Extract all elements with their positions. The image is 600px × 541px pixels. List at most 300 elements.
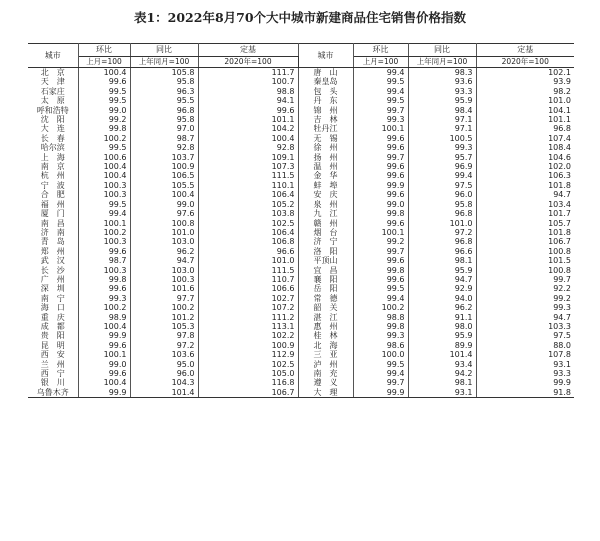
right-mom-value: 99.6 <box>353 162 408 171</box>
left-base-value: 102.5 <box>198 360 298 369</box>
left-mom-value: 99.9 <box>78 331 130 340</box>
right-base-value: 91.8 <box>476 388 574 398</box>
left-mom-value: 99.0 <box>78 360 130 369</box>
right-mom-value: 99.8 <box>353 266 408 275</box>
right-base-value: 102.0 <box>548 162 571 172</box>
right-base-value: 106.7 <box>548 237 571 247</box>
right-mom-value: 100.2 <box>353 303 408 312</box>
left-mom-value: 98.7 <box>78 256 130 265</box>
left-yoy-value: 100.3 <box>130 275 198 284</box>
right-mom-value: 99.6 <box>353 143 408 152</box>
left-base-value: 106.4 <box>198 190 298 199</box>
right-city-name: 惠 州 <box>298 322 353 331</box>
left-city-name: 长 沙 <box>28 266 78 275</box>
right-yoy-value: 99.3 <box>408 143 476 152</box>
left-yoy-value: 100.9 <box>130 162 198 171</box>
left-base-value: 100.9 <box>198 341 298 350</box>
table-row <box>28 181 574 190</box>
right-city-name: 桂 林 <box>298 331 353 340</box>
table-row <box>28 87 574 96</box>
right-city-name: 泸 州 <box>298 360 353 369</box>
right-city-name: 徐 州 <box>298 143 353 152</box>
left-city-name: 郑 州 <box>28 247 78 256</box>
table-row <box>28 350 574 359</box>
left-mom-value: 100.2 <box>78 228 130 237</box>
right-yoy-value: 101.0 <box>408 219 476 228</box>
right-base-value: 101.0 <box>548 96 571 106</box>
right-yoy-value: 94.7 <box>408 275 476 284</box>
right-base-value: 94.7 <box>553 190 571 200</box>
left-yoy-value: 103.0 <box>130 237 198 246</box>
left-base-value: 106.8 <box>198 237 298 246</box>
left-city-name: 杭 州 <box>28 171 78 180</box>
left-city-name: 长 春 <box>28 134 78 143</box>
header-mom-sub-left: 上月=100 <box>78 57 130 68</box>
left-base-value: 110.7 <box>198 275 298 284</box>
left-mom-value: 99.6 <box>78 341 130 350</box>
right-yoy-value: 96.0 <box>408 190 476 199</box>
left-base-value: 104.2 <box>198 124 298 133</box>
right-city-name: 无 锡 <box>298 134 353 143</box>
table-row <box>28 341 574 350</box>
right-city-name: 温 州 <box>298 162 353 171</box>
left-city-name: 合 肥 <box>28 190 78 199</box>
left-mom-value: 99.6 <box>78 77 130 86</box>
right-yoy-value: 97.2 <box>408 228 476 237</box>
left-base-value: 101.1 <box>198 115 298 124</box>
right-base-value: 101.7 <box>548 209 571 219</box>
left-base-value: 105.2 <box>198 200 298 209</box>
table-row <box>28 247 574 256</box>
right-yoy-value: 98.1 <box>408 378 476 387</box>
table-row <box>28 378 574 387</box>
right-base-value: 93.1 <box>553 359 571 369</box>
right-base-value: 99.2 <box>553 293 571 303</box>
left-base-value: 99.6 <box>198 106 298 115</box>
left-yoy-value: 105.3 <box>130 322 198 331</box>
header-yoy-sub-left: 上年同月=100 <box>130 57 198 68</box>
right-base-value: 104.6 <box>548 152 571 162</box>
right-mom-value: 99.7 <box>353 153 408 162</box>
right-mom-value: 99.3 <box>353 115 408 124</box>
table-row <box>28 77 574 86</box>
right-yoy-value: 100.5 <box>408 134 476 143</box>
left-yoy-value: 97.2 <box>130 341 198 350</box>
right-yoy-value: 99.4 <box>408 171 476 180</box>
left-base-value: 106.4 <box>198 228 298 237</box>
right-yoy-value: 96.2 <box>408 303 476 312</box>
left-base-value: 102.2 <box>198 331 298 340</box>
left-yoy-value: 97.6 <box>130 209 198 218</box>
table-row <box>28 153 574 162</box>
right-base-value: 106.3 <box>548 171 571 181</box>
left-base-value: 102.5 <box>198 219 298 228</box>
right-base-value: 100.8 <box>548 265 571 275</box>
right-base-value: 107.4 <box>548 133 571 143</box>
right-mom-value: 99.7 <box>353 247 408 256</box>
right-mom-value: 99.8 <box>353 209 408 218</box>
left-base-value: 109.1 <box>198 153 298 162</box>
right-city-name: 洛 阳 <box>298 247 353 256</box>
right-city-name: 牡丹江 <box>298 124 353 133</box>
right-base-value: 105.7 <box>548 218 571 228</box>
table-row <box>28 331 574 340</box>
right-yoy-value: 95.8 <box>408 200 476 209</box>
header-base-right: 定基 <box>476 44 574 57</box>
left-base-value: 111.2 <box>198 313 298 322</box>
right-city-name: 三 亚 <box>298 350 353 359</box>
right-city-name: 包 头 <box>298 87 353 96</box>
right-city-name: 襄 阳 <box>298 275 353 284</box>
left-base-value: 107.2 <box>198 303 298 312</box>
right-city-name: 秦皇岛 <box>298 77 353 86</box>
table-row <box>28 115 574 124</box>
right-yoy-value: 94.2 <box>408 369 476 378</box>
left-mom-value: 99.4 <box>78 209 130 218</box>
left-base-value: 96.6 <box>198 247 298 256</box>
right-mom-value: 99.6 <box>353 219 408 228</box>
table-row <box>28 209 574 218</box>
table-row <box>28 369 574 378</box>
header-base-sub-left: 2020年=100 <box>198 57 298 68</box>
left-yoy-value: 101.6 <box>130 284 198 293</box>
left-mom-value: 99.3 <box>78 294 130 303</box>
left-mom-value: 99.6 <box>78 284 130 293</box>
right-yoy-value: 93.1 <box>408 388 476 398</box>
left-city-name: 哈尔滨 <box>28 143 78 152</box>
left-city-name: 海 口 <box>28 303 78 312</box>
right-yoy-value: 93.3 <box>408 87 476 96</box>
right-base-value: 97.5 <box>553 331 571 341</box>
right-mom-value: 99.8 <box>353 322 408 331</box>
right-yoy-value: 95.7 <box>408 153 476 162</box>
left-mom-value: 99.6 <box>78 369 130 378</box>
left-yoy-value: 96.0 <box>130 369 198 378</box>
right-city-name: 金 华 <box>298 171 353 180</box>
table-body <box>28 68 574 398</box>
left-mom-value: 100.1 <box>78 219 130 228</box>
left-yoy-value: 97.8 <box>130 331 198 340</box>
right-yoy-value: 98.1 <box>408 256 476 265</box>
left-yoy-value: 95.8 <box>130 77 198 86</box>
left-yoy-value: 96.8 <box>130 106 198 115</box>
table-row <box>28 106 574 115</box>
table-row <box>28 284 574 293</box>
right-mom-value: 99.6 <box>353 256 408 265</box>
left-yoy-value: 99.0 <box>130 200 198 209</box>
left-city-name: 兰 州 <box>28 360 78 369</box>
right-base-value: 101.8 <box>548 180 571 190</box>
table-row <box>28 190 574 199</box>
left-base-value: 100.7 <box>198 77 298 86</box>
right-mom-value: 100.1 <box>353 124 408 133</box>
left-city-name: 厦 门 <box>28 209 78 218</box>
table-row <box>28 294 574 303</box>
right-mom-value: 99.5 <box>353 77 408 86</box>
right-yoy-value: 98.0 <box>408 322 476 331</box>
right-base-value: 99.9 <box>553 378 571 388</box>
left-yoy-value: 95.5 <box>130 96 198 105</box>
table-row <box>28 360 574 369</box>
right-city-name: 济 宁 <box>298 237 353 246</box>
right-city-name: 湛 江 <box>298 313 353 322</box>
left-yoy-value: 105.5 <box>130 181 198 190</box>
left-city-name: 大 连 <box>28 124 78 133</box>
table-row <box>28 228 574 237</box>
left-city-name: 石家庄 <box>28 87 78 96</box>
right-base-value: 99.7 <box>553 274 571 284</box>
right-mom-value: 99.2 <box>353 237 408 246</box>
right-base-value: 92.2 <box>553 284 571 294</box>
right-yoy-value: 96.6 <box>408 247 476 256</box>
header-yoy-right: 同比 <box>408 44 476 57</box>
left-mom-value: 100.4 <box>78 68 130 78</box>
right-yoy-value: 98.4 <box>408 106 476 115</box>
right-city-name: 安 庆 <box>298 190 353 199</box>
right-yoy-value: 96.8 <box>408 209 476 218</box>
left-base-value: 98.8 <box>198 87 298 96</box>
left-yoy-value: 101.0 <box>130 228 198 237</box>
left-city-name: 乌鲁木齐 <box>28 388 78 398</box>
left-mom-value: 100.3 <box>78 237 130 246</box>
right-mom-value: 99.5 <box>353 360 408 369</box>
right-yoy-value: 96.9 <box>408 162 476 171</box>
left-yoy-value: 100.2 <box>130 303 198 312</box>
right-city-name: 北 海 <box>298 341 353 350</box>
left-city-name: 沈 阳 <box>28 115 78 124</box>
left-city-name: 成 都 <box>28 322 78 331</box>
right-base-value: 94.7 <box>553 312 571 322</box>
right-yoy-value: 101.4 <box>408 350 476 359</box>
left-mom-value: 100.3 <box>78 190 130 199</box>
right-mom-value: 99.0 <box>353 200 408 209</box>
left-base-value: 105.0 <box>198 369 298 378</box>
left-yoy-value: 106.5 <box>130 171 198 180</box>
table-row <box>28 266 574 275</box>
left-city-name: 南 昌 <box>28 219 78 228</box>
table-row <box>28 143 574 152</box>
header-mom-left: 环比 <box>78 44 130 57</box>
right-city-name: 大 理 <box>298 388 353 398</box>
right-base-value: 108.4 <box>548 143 571 153</box>
left-city-name: 武 汉 <box>28 256 78 265</box>
left-yoy-value: 103.0 <box>130 266 198 275</box>
left-base-value: 106.6 <box>198 284 298 293</box>
left-city-name: 天 津 <box>28 77 78 86</box>
right-yoy-value: 93.4 <box>408 360 476 369</box>
left-base-value: 102.7 <box>198 294 298 303</box>
right-base-value: 101.5 <box>548 256 571 266</box>
right-base-value: 103.4 <box>548 199 571 209</box>
left-mom-value: 99.5 <box>78 96 130 105</box>
right-mom-value: 99.7 <box>353 106 408 115</box>
right-yoy-value: 93.6 <box>408 77 476 86</box>
right-city-name: 平顶山 <box>298 256 353 265</box>
left-mom-value: 100.2 <box>78 134 130 143</box>
left-base-value: 106.7 <box>198 388 298 398</box>
table-row <box>28 322 574 331</box>
left-base-value: 111.7 <box>198 68 298 78</box>
right-city-name: 宜 昌 <box>298 266 353 275</box>
left-yoy-value: 95.0 <box>130 360 198 369</box>
left-city-name: 西 安 <box>28 350 78 359</box>
table-row <box>28 219 574 228</box>
left-yoy-value: 97.0 <box>130 124 198 133</box>
left-city-name: 重 庆 <box>28 313 78 322</box>
left-base-value: 110.1 <box>198 181 298 190</box>
right-mom-value: 100.0 <box>353 350 408 359</box>
right-city-name: 扬 州 <box>298 153 353 162</box>
left-city-name: 青 岛 <box>28 237 78 246</box>
table-row <box>28 388 574 398</box>
left-yoy-value: 96.3 <box>130 87 198 96</box>
left-base-value: 94.1 <box>198 96 298 105</box>
left-base-value: 107.3 <box>198 162 298 171</box>
header-mom-right: 环比 <box>353 44 408 57</box>
right-city-name: 烟 台 <box>298 228 353 237</box>
left-base-value: 112.9 <box>198 350 298 359</box>
table-row <box>28 134 574 143</box>
page-title: 表1：2022年8月70个大中城市新建商品住宅销售价格指数 <box>133 10 467 25</box>
left-base-value: 113.1 <box>198 322 298 331</box>
header-yoy-left: 同比 <box>130 44 198 57</box>
right-mom-value: 99.9 <box>353 388 408 398</box>
right-base-value: 93.3 <box>553 369 571 378</box>
right-mom-value: 99.6 <box>353 190 408 199</box>
right-mom-value: 98.6 <box>353 341 408 350</box>
right-base-value: 99.3 <box>553 303 571 313</box>
left-mom-value: 98.9 <box>78 313 130 322</box>
right-yoy-value: 95.9 <box>408 266 476 275</box>
right-mom-value: 99.5 <box>353 284 408 293</box>
right-yoy-value: 96.8 <box>408 237 476 246</box>
table-row <box>28 162 574 171</box>
header-mom-sub-right: 上月=100 <box>353 57 408 68</box>
header-base-sub-right: 2020年=100 <box>476 57 574 68</box>
right-mom-value: 99.3 <box>353 331 408 340</box>
left-yoy-value: 95.8 <box>130 115 198 124</box>
right-city-name: 唐 山 <box>298 68 353 78</box>
right-mom-value: 99.6 <box>353 171 408 180</box>
right-mom-value: 99.4 <box>353 294 408 303</box>
right-base-value: 107.8 <box>548 350 571 360</box>
left-yoy-value: 103.7 <box>130 153 198 162</box>
right-city-name: 锦 州 <box>298 106 353 115</box>
left-city-name: 济 南 <box>28 228 78 237</box>
left-city-name: 广 州 <box>28 275 78 284</box>
right-city-name: 韶 关 <box>298 303 353 312</box>
left-mom-value: 99.8 <box>78 124 130 133</box>
right-base-value: 101.8 <box>548 227 571 237</box>
right-base-value: 101.1 <box>548 115 571 125</box>
right-mom-value: 99.4 <box>353 87 408 96</box>
table-row <box>28 256 574 265</box>
right-mom-value: 100.1 <box>353 228 408 237</box>
right-yoy-value: 98.3 <box>408 68 476 78</box>
left-mom-value: 100.3 <box>78 181 130 190</box>
left-yoy-value: 94.7 <box>130 256 198 265</box>
right-city-name: 赣 州 <box>298 219 353 228</box>
right-mom-value: 99.4 <box>353 68 408 78</box>
right-city-name: 蚌 埠 <box>298 181 353 190</box>
left-city-name: 福 州 <box>28 200 78 209</box>
left-city-name: 深 圳 <box>28 284 78 293</box>
left-mom-value: 100.4 <box>78 378 130 387</box>
right-base-value: 103.3 <box>548 321 571 331</box>
left-city-name: 南 京 <box>28 162 78 171</box>
table-row <box>28 303 574 312</box>
left-mom-value: 100.6 <box>78 153 130 162</box>
left-city-name: 北 京 <box>28 68 78 78</box>
right-mom-value: 99.6 <box>353 275 408 284</box>
left-city-name: 昆 明 <box>28 341 78 350</box>
left-base-value: 103.8 <box>198 209 298 218</box>
left-mom-value: 100.4 <box>78 162 130 171</box>
left-mom-value: 99.2 <box>78 115 130 124</box>
left-yoy-value: 105.8 <box>130 68 198 78</box>
left-mom-value: 99.6 <box>78 247 130 256</box>
left-yoy-value: 103.6 <box>130 350 198 359</box>
right-city-name: 九 江 <box>298 209 353 218</box>
left-base-value: 92.8 <box>198 143 298 152</box>
right-base-value: 96.8 <box>553 124 571 134</box>
left-city-name: 西 宁 <box>28 369 78 378</box>
right-mom-value: 99.9 <box>353 181 408 190</box>
left-base-value: 100.4 <box>198 134 298 143</box>
header-city-right: 城市 <box>298 44 353 68</box>
left-yoy-value: 101.2 <box>130 313 198 322</box>
right-base-value: 98.2 <box>553 86 571 96</box>
right-yoy-value: 97.1 <box>408 115 476 124</box>
table-row <box>28 237 574 246</box>
table-row <box>28 68 574 78</box>
table-row <box>28 313 574 322</box>
right-yoy-value: 97.5 <box>408 181 476 190</box>
right-yoy-value: 94.0 <box>408 294 476 303</box>
left-base-value: 101.0 <box>198 256 298 265</box>
right-base-value: 104.1 <box>548 105 571 115</box>
left-mom-value: 99.5 <box>78 143 130 152</box>
right-city-name: 丹 东 <box>298 96 353 105</box>
table-row <box>28 171 574 180</box>
left-yoy-value: 92.8 <box>130 143 198 152</box>
left-yoy-value: 100.8 <box>130 219 198 228</box>
left-city-name: 太 原 <box>28 96 78 105</box>
table-row <box>28 96 574 105</box>
table-row <box>28 124 574 133</box>
right-yoy-value: 95.9 <box>408 96 476 105</box>
right-city-name: 遵 义 <box>298 378 353 387</box>
left-yoy-value: 97.7 <box>130 294 198 303</box>
right-yoy-value: 91.1 <box>408 313 476 322</box>
left-city-name: 呼和浩特 <box>28 106 78 115</box>
right-mom-value: 99.5 <box>353 96 408 105</box>
price-index-table <box>28 43 574 398</box>
right-base-value: 93.9 <box>553 77 571 87</box>
left-base-value: 111.5 <box>198 171 298 180</box>
right-city-name: 南 充 <box>298 369 353 378</box>
left-city-name: 上 海 <box>28 153 78 162</box>
right-mom-value: 98.8 <box>353 313 408 322</box>
right-city-name: 泉 州 <box>298 200 353 209</box>
left-mom-value: 99.0 <box>78 106 130 115</box>
left-yoy-value: 98.7 <box>130 134 198 143</box>
left-city-name: 银 川 <box>28 378 78 387</box>
header-yoy-sub-right: 上年同月=100 <box>408 57 476 68</box>
left-mom-value: 99.9 <box>78 388 130 398</box>
left-mom-value: 99.8 <box>78 275 130 284</box>
table-row <box>28 275 574 284</box>
